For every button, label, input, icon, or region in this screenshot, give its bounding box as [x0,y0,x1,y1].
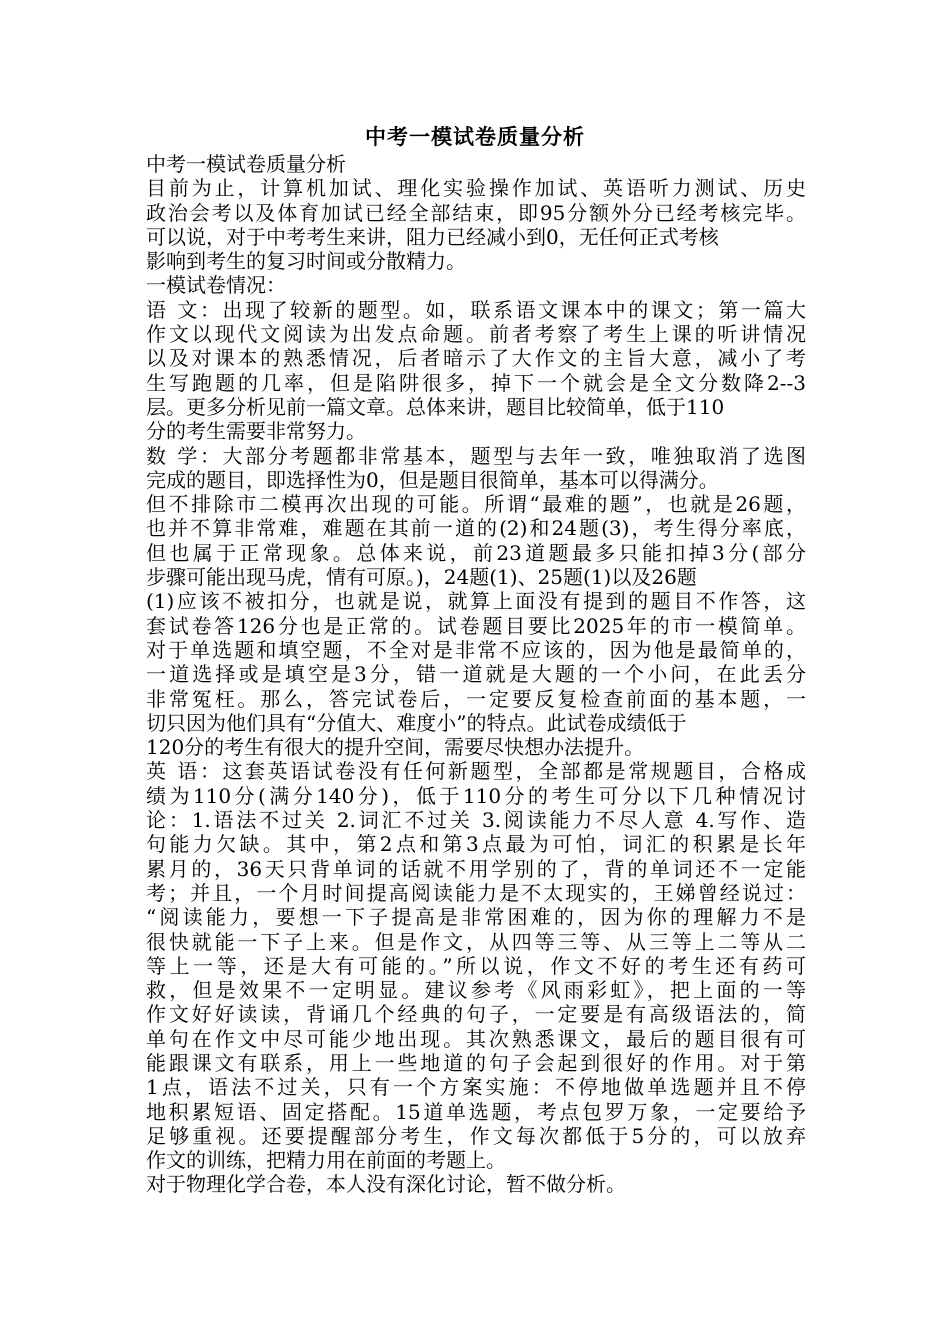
document-body [146,152,806,1197]
text-line: 影响到考生的复习时间或分散精力。 [146,249,466,274]
text-line: “阅读能力，要想一下子提高是非常困难的，因为你的理解力不是 [146,905,806,930]
text-line: 政治会考以及体育加试已经全部结束，即95分额外分已经考核完毕。 [146,200,806,225]
text-line: 完成的题目，即选择性为0，但是题目很简单，基本可以得满分。 [146,467,719,492]
text-line: 但不排除市二模再次出现的可能。所谓“最难的题”，也就是26题， [146,492,806,517]
text-line: 非常冤枉。那么，答完试卷后，一定要反复检查前面的基本题，一 [146,686,806,711]
text-line: 也并不算非常难，难题在其前一道的(2)和24题(3)，考生得分率底， [146,516,806,541]
text-line: 作文好好读读，背诵几个经典的句子，一定要是有高级语法的，简 [146,1002,806,1027]
text-line: 套试卷答126分也是正常的。试卷题目要比2025年的市一模简单。 [146,613,806,638]
text-line: 120分的考生有很大的提升空间，需要尽快想办法提升。 [146,735,645,760]
text-line: 作文以现代文阅读为出发点命题。前者考察了考生上课的听讲情况 [146,322,806,347]
text-line: 语 文：出现了较新的题型。如，联系语文课本中的课文；第一篇大 [146,297,806,322]
text-line: 生写跑题的几率，但是陷阱很多，掉下一个就会是全文分数降2--3 [146,370,806,395]
text-line: 绩为110分(满分140分)，低于110分的考生可分以下几种情况讨 [146,783,806,808]
text-line: (1)应该不被扣分，也就是说，就算上面没有提到的题目不作答，这 [146,589,806,614]
text-line: 对于单选题和填空题，不全对是非常不应该的，因为他是最简单的， [146,637,806,662]
text-line: 一道选择或是填空是3分，错一道就是大题的一个小问，在此丢分 [146,662,806,687]
text-line: 考；并且，一个月时间提高阅读能力是不太现实的，王娣曾经说过： [146,880,806,905]
text-line: 数 学：大部分考题都非常基本，题型与去年一致，唯独取消了选图 [146,443,806,468]
text-line: 中考一模试卷质量分析 [146,152,346,176]
text-line: 一模试卷情况： [146,273,286,298]
text-line: 等上一等，还是大有可能的。”所以说，作文不好的考生还有药可 [146,953,806,978]
text-line: 累月的，36天只背单词的话就不用学别的了，背的单词还不一定能 [146,856,806,881]
document-title: 中考一模试卷质量分析 [365,124,585,149]
text-line: 对于物理化学合卷，本人没有深化讨论，暂不做分析。 [146,1172,626,1197]
text-line: 地积累短语、固定搭配。15道单选题，考点包罗万象，一定要给予 [146,1099,806,1124]
text-line: 可以说，对于中考考生来讲，阻力已经减小到0，无任何正式考核 [146,224,719,249]
text-line: 分的考生需要非常努力。 [146,419,366,444]
text-line: 以及对课本的熟悉情况，后者暗示了大作文的主旨大意，减小了考 [146,346,806,371]
text-line: 单句在作文中尽可能少地出现。其次熟悉课文，最后的题目很有可 [146,1026,806,1051]
text-line: 层。更多分析见前一篇文章。总体来讲，题目比较简单，低于110 [146,394,725,419]
text-line: 但也属于正常现象。总体来说，前23道题最多只能扣掉3分(部分 [146,540,806,565]
text-line: 论：1.语法不过关 2.词汇不过关 3.阅读能力不尽人意 4.写作、造 [146,808,806,833]
text-line: 救，但是效果不一定明显。建议参考《风雨彩虹》，把上面的一等 [146,978,806,1003]
text-line: 目前为止，计算机加试、理化实验操作加试、英语听力测试、历史 [146,176,806,201]
text-line: 1点，语法不过关，只有一个方案实施：不停地做单选题并且不停 [146,1075,806,1100]
text-line: 英 语：这套英语试卷没有任何新题型，全部都是常规题目，合格成 [146,759,806,784]
text-line: 能跟课文有联系，用上一些地道的句子会起到很好的作用。对于第 [146,1050,806,1075]
text-line: 足够重视。还要提醒部分考生，作文每次都低于5分的，可以放弃 [146,1123,806,1148]
text-line: 切只因为他们具有“分值大、难度小”的特点。此试卷成绩低于 [146,710,687,735]
text-line: 很快就能一下子上来。但是作文，从四等三等、从三等上二等从二 [146,929,806,954]
text-line: 步骤可能出现马虎，情有可原。)，24题(1)、25题(1)以及26题 [146,565,697,590]
text-line: 句能力欠缺。其中，第2点和第3点最为可怕，词汇的积累是长年 [146,832,806,857]
text-line: 作文的训练，把精力用在前面的考题上。 [146,1148,506,1173]
